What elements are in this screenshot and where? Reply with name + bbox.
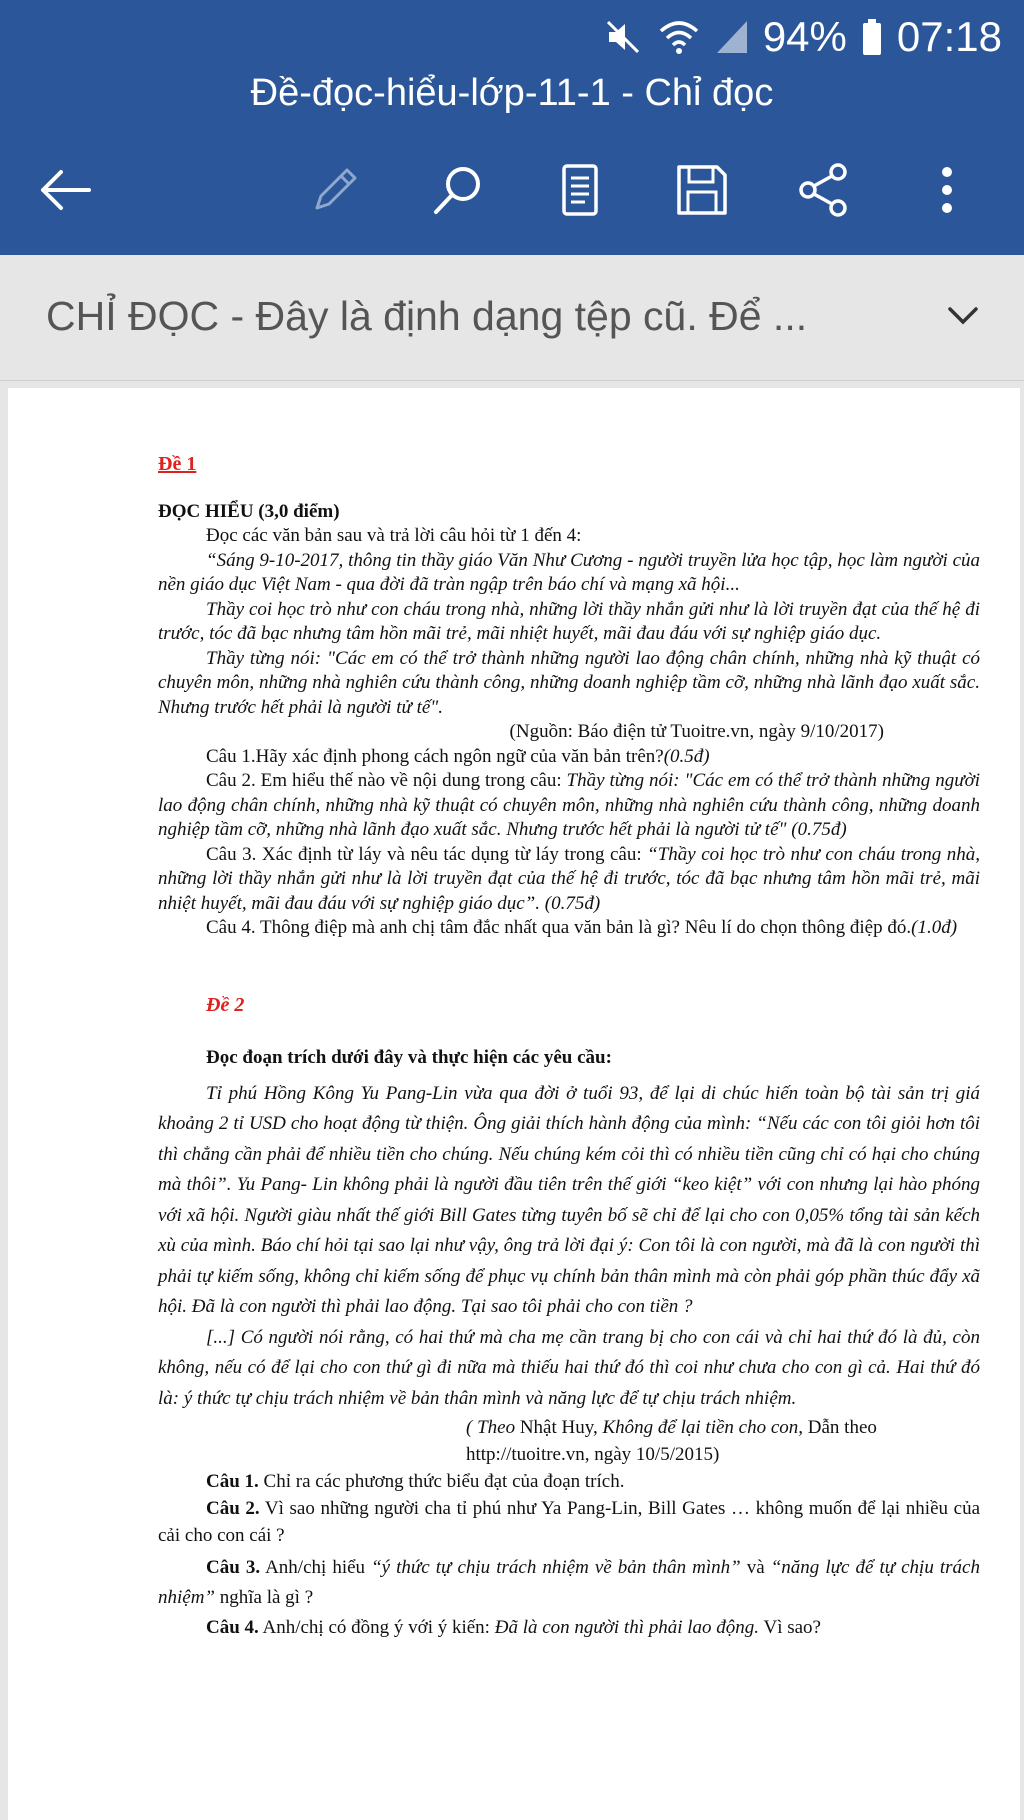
save-button[interactable]	[662, 150, 742, 230]
question-4: Câu 4. Thông điệp mà anh chị tâm đắc nhất qua văn bản là gì? Nêu lí do chọn thông điệp đó.(1.0đ)	[206, 917, 958, 938]
clock: 07:18	[896, 13, 1002, 60]
section1-paragraph2: Thầy coi học trò như con cháu trong nhà, những lời thầy nhắn gửi như là lời truyền đạt của thế hệ đi trước, tóc đã bạc nhưng tâm hồn mãi trẻ, mãi nhiệt huyết, mãi đau đáu với sự nghiệp giáo dục.	[158, 598, 980, 644]
search-button[interactable]	[418, 150, 498, 230]
more-icon	[937, 162, 957, 218]
battery-percent: 94%	[762, 13, 847, 60]
section1-paragraph1: “Sáng 9-10-2017, thông tin thầy giáo Văn Như Cương - người truyền lửa học tập, học làm người của nền giáo dục Việt Nam - qua đời đã tràn ngập trên báo chí và mạng xã hội...	[158, 549, 980, 595]
share-icon	[796, 162, 852, 218]
section1-source: (Nguồn: Báo điện tử Tuoitre.vn, ngày 9/10/2017)	[509, 721, 884, 742]
save-icon	[674, 162, 730, 218]
pencil-icon	[307, 162, 363, 218]
search-icon	[430, 162, 486, 218]
share-button[interactable]	[784, 150, 864, 230]
section2-paragraph2: [...] Có người nói rằng, có hai thứ mà cha mẹ cần trang bị cho con cái và chỉ hai thứ đó là đủ, còn không, nếu có để lại cho con thứ gì đi nữa mà thiếu hai thứ đó thì coi như chưa cho con gì cả. Hai thứ đó là: ý thức tự chịu trách nhiệm về bản thân mình và năng lực để tự chịu trách nhiệm.	[158, 1326, 980, 1409]
section2-question-4: Câu 4. Anh/chị có đồng ý với ý kiến: Đã là con người thì phải lao động. Vì sao?	[206, 1617, 821, 1638]
question-3: Câu 3. Xác định từ láy và nêu tác dụng từ láy trong câu: “Thầy coi học trò như con cháu trong nhà, những lời thầy nhắn gửi như là lời truyền đạt của thế hệ đi trước, tóc đã bạc nhưng tâm hồn mãi trẻ, mãi nhiệt huyết, mãi đau đáu với sự nghiệp giáo dục”. (0.75đ)	[158, 843, 980, 914]
signal-icon	[715, 17, 749, 57]
section1-paragraph3: Thầy từng nói: "Các em có thể trở thành những người lao động chân chính, những nhà kỹ thuật có chuyên môn, những nhà nghiên cứu thành công, những doanh nghiệp tầm cỡ, những nhà lãnh đạo xuất sắc. Nhưng trước hết phải là người tử tế".	[158, 647, 980, 718]
read-only-banner[interactable]	[0, 255, 1024, 381]
question-1: Câu 1.Hãy xác định phong cách ngôn ngữ của văn bản trên?(0.5đ)	[206, 745, 710, 767]
document-title: Đề-đọc-hiểu-lớp-11-1 - Chỉ đọc	[250, 72, 774, 114]
de1-heading: Đề 1	[158, 453, 197, 475]
back-button[interactable]	[25, 150, 105, 230]
document-body	[158, 452, 980, 1643]
chevron-down-icon[interactable]	[942, 295, 984, 341]
banner-text: CHỈ ĐỌC - Đây là định dạng tệp cũ. Để ...	[46, 293, 808, 339]
reading-view-icon	[557, 162, 603, 218]
reading-view-button[interactable]	[540, 150, 620, 230]
de2-heading: Đề 2	[206, 993, 245, 1016]
section2-question-2: Câu 2. Vì sao những người cha tỉ phú như Ya Pang-Lin, Bill Gates … không muốn để lại nhiều của cải cho con cái ?	[158, 1498, 980, 1546]
status-bar	[603, 12, 1002, 62]
section2-paragraph1: Tỉ phú Hồng Kông Yu Pang-Lin vừa qua đời ở tuổi 93, để lại di chúc hiến toàn bộ tài sản trị giá khoảng 2 tỉ USD cho hoạt động từ thiện. Ông giải thích hành động của mình: “Nếu các con tôi giỏi hơn tôi thì chẳng cần phải để nhiều tiền cho chúng. Nếu chúng kém cỏi thì có nhiều tiền cũng chỉ có hại cho chúng mà thôi”. Yu Pang- Lin không phải là người đầu tiên trên thế giới “keo kiệt” với con nhưng lại hào phóng với xã hội. Người giàu nhất thế giới Bill Gates từng tuyên bố sẽ chỉ để lại cho con 0,05% tổng tài sản kếch xù của mình. Báo chí hỏi tại sao lại như vậy, ông trả lời đại ý: Con tôi là con người, mà đã là con người thì phải tự kiếm sống, không chỉ kiếm sống để phục vụ chính bản thân mình mà còn phải góp phần thúc đẩy xã hội. Đã là con người thì phải lao động. Tại sao tôi phải cho con tiền ?	[158, 1082, 980, 1317]
section2-question-1: Câu 1. Chỉ ra các phương thức biểu đạt của đoạn trích.	[206, 1471, 625, 1492]
section2-source: ( Theo Nhật Huy, Không để lại tiền cho con, Dẫn theo http://tuoitre.vn, ngày 10/5/2015)	[466, 1417, 877, 1465]
edit-button[interactable]	[295, 150, 375, 230]
section1-heading: ĐỌC HIỂU (3,0 điểm)	[158, 500, 340, 522]
section2-intro: Đọc đoạn trích dưới đây và thực hiện các yêu cầu:	[206, 1047, 612, 1068]
document-page[interactable]	[8, 388, 1020, 1820]
back-icon	[35, 165, 95, 215]
more-options-button[interactable]	[907, 150, 987, 230]
wifi-icon	[657, 17, 701, 57]
toolbar	[0, 150, 1024, 230]
mute-icon	[603, 17, 643, 57]
battery-icon	[861, 17, 883, 57]
section2-question-3: Câu 3. Anh/chị hiểu “ý thức tự chịu trách nhiệm về bản thân mình” và “năng lực để tự chịu trách nhiệm” nghĩa là gì ?	[158, 1557, 980, 1608]
section1-intro: Đọc các văn bản sau và trả lời câu hỏi từ 1 đến 4:	[206, 525, 582, 546]
app-header	[0, 0, 1024, 255]
question-2: Câu 2. Em hiểu thế nào về nội dung trong câu: Thầy từng nói: "Các em có thể trở thành những người lao động chân chính, những nhà kỹ thuật có chuyên môn, những nhà nghiên cứu thành công, những doanh nghiệp tầm cỡ, những nhà lãnh đạo xuất sắc. Nhưng trước hết phải là người tử tế" (0.75đ)	[158, 770, 980, 840]
